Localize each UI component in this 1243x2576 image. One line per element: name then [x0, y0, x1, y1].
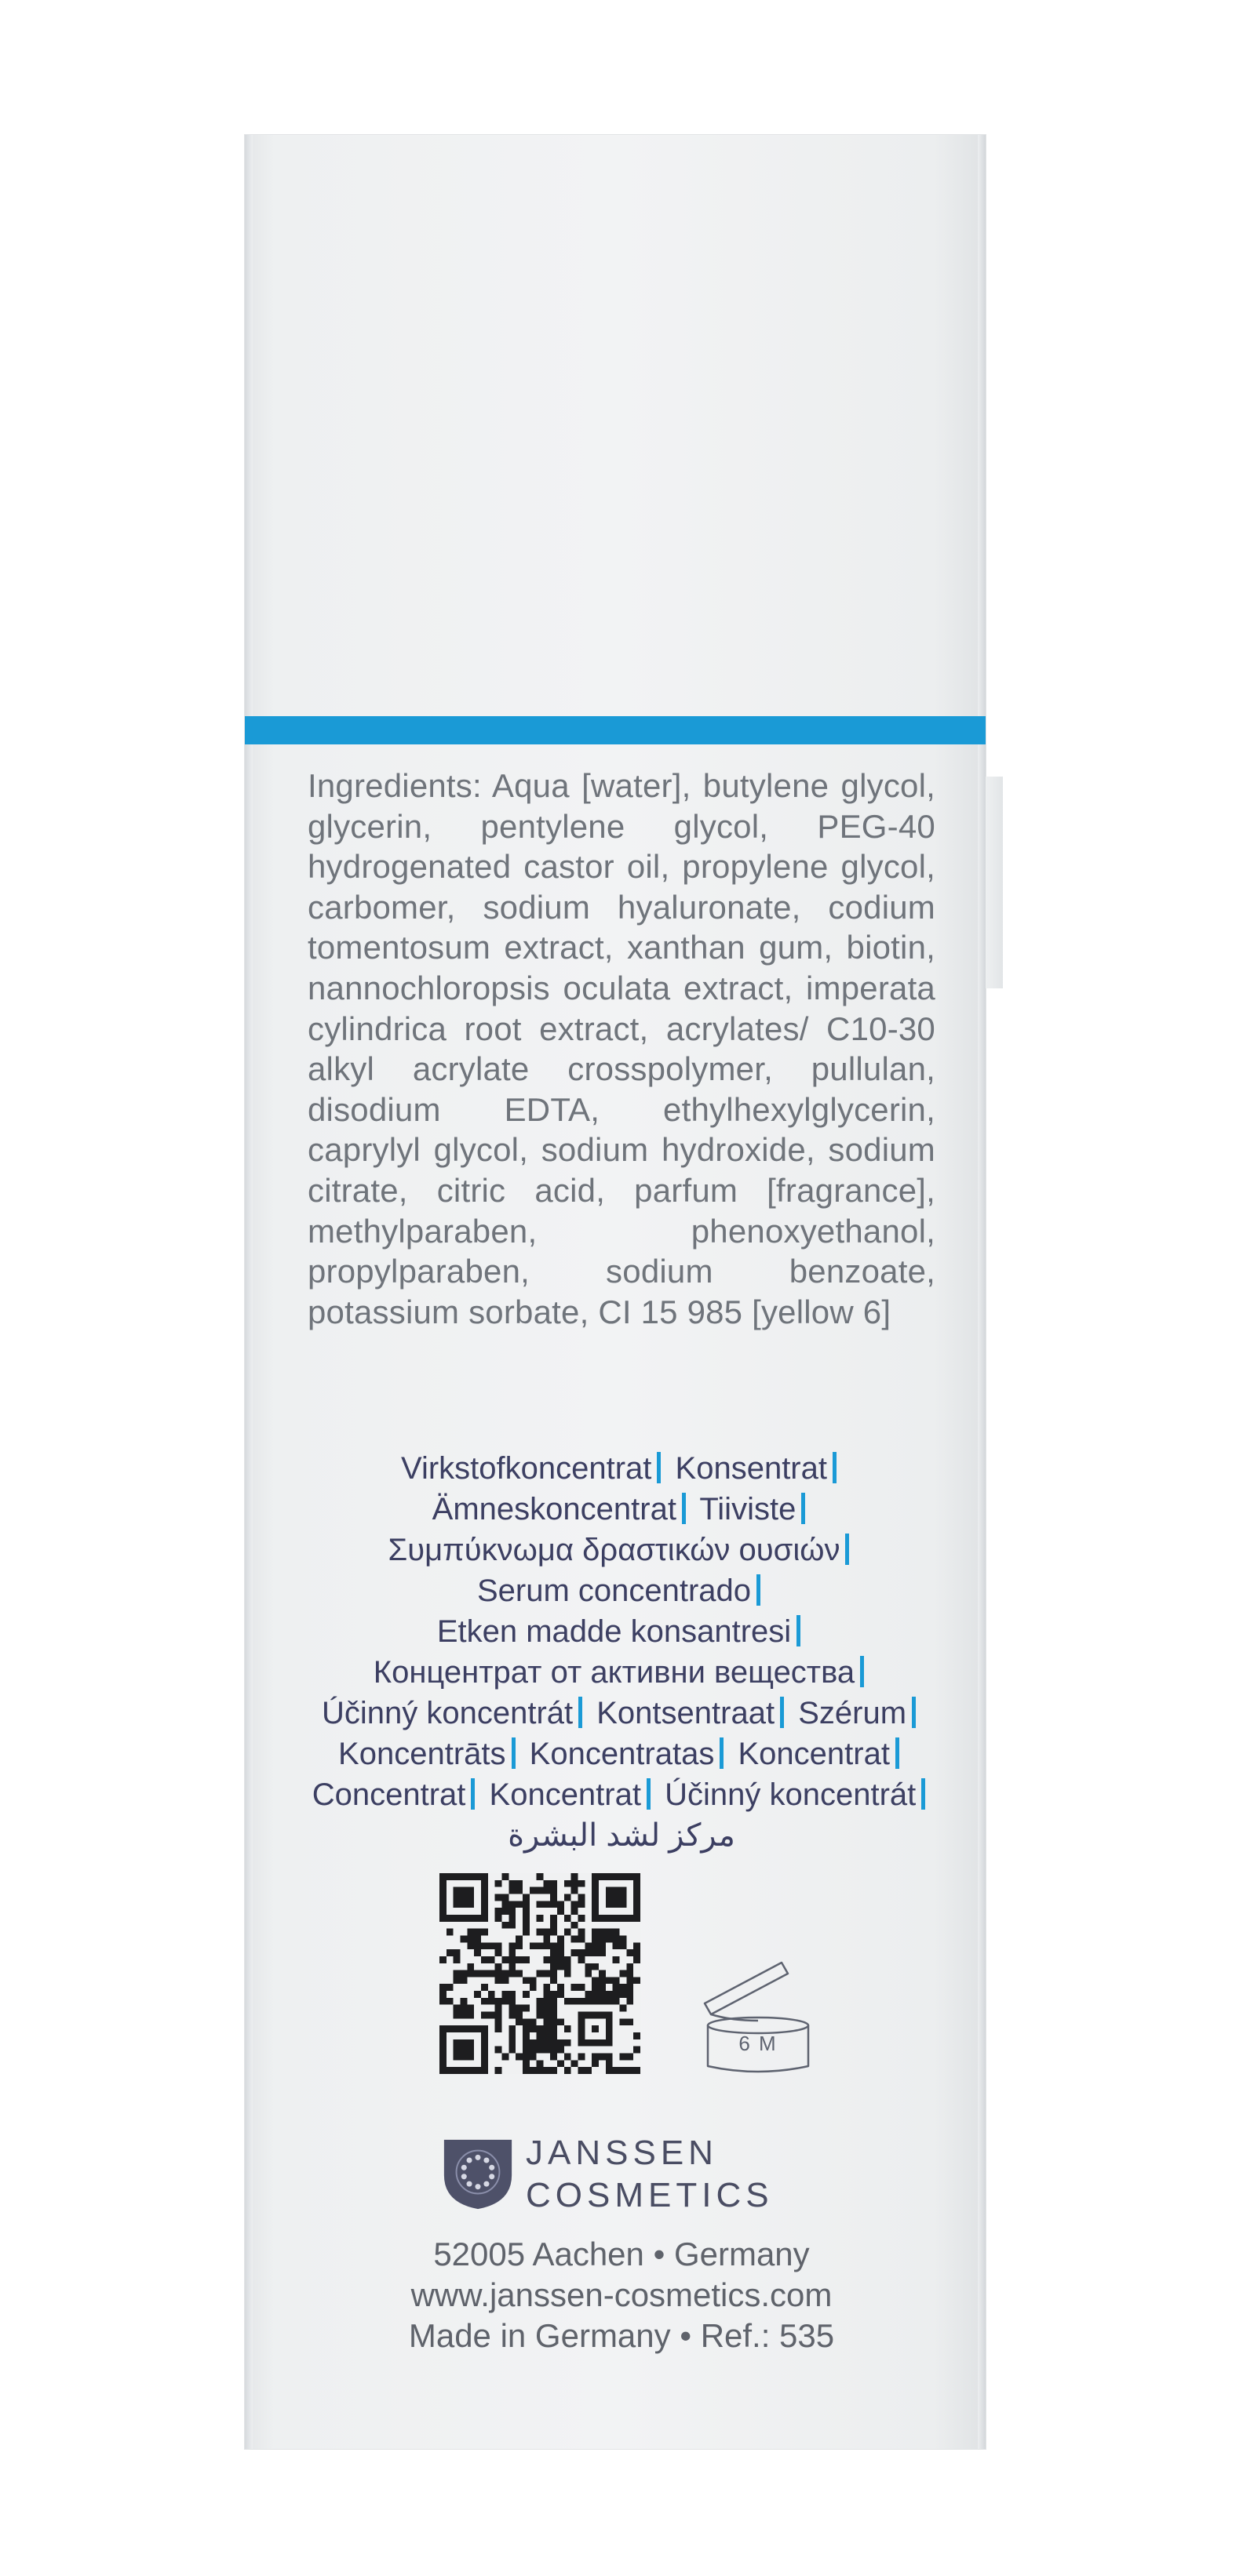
box-right-edge	[978, 135, 986, 2449]
name-separator	[720, 1737, 724, 1769]
name-separator	[833, 1452, 837, 1483]
brand-line-2: COSMETICS	[526, 2176, 774, 2214]
logo-star-icon	[461, 2165, 467, 2170]
brand-wordmark	[526, 2132, 774, 2217]
logo-star-icon	[467, 2157, 472, 2163]
product-name-item: مركز لشد البشرة	[508, 1818, 735, 1853]
name-separator	[578, 1697, 582, 1728]
product-name-item: Účinný koncentrát	[665, 1777, 917, 1812]
product-name-item: Serum concentrado	[476, 1574, 752, 1608]
name-separator	[756, 1574, 760, 1606]
logo-star-icon	[461, 2174, 467, 2179]
name-separator	[682, 1493, 686, 1524]
product-name-item: Účinný koncentrát	[321, 1696, 574, 1730]
product-name-item: Etken madde konsantresi	[436, 1614, 792, 1649]
box-side-tab	[986, 777, 1003, 988]
product-name-item: Ämneskoncentrat	[432, 1492, 676, 1526]
name-separator	[471, 1778, 475, 1810]
address-city: 52005 Aachen • Germany	[433, 2236, 810, 2272]
logo-star-icon	[489, 2165, 494, 2170]
name-separator	[801, 1493, 805, 1524]
address-origin-ref: Made in Germany • Ref.: 535	[408, 2317, 835, 2354]
logo-star-icon	[475, 2184, 480, 2189]
name-separator	[647, 1778, 651, 1810]
name-separator	[512, 1737, 516, 1769]
product-name-item: Szérum	[798, 1696, 907, 1730]
product-name-item: Tiiviste	[699, 1492, 796, 1526]
product-name-translations	[308, 1448, 935, 1856]
name-separator	[796, 1615, 800, 1646]
product-name-item: Koncentrāts	[338, 1737, 506, 1771]
name-separator	[895, 1737, 899, 1769]
qr-code	[439, 1873, 640, 2074]
product-name-item: Koncentrat	[738, 1737, 890, 1771]
box-left-edge	[245, 135, 253, 2449]
name-separator	[845, 1534, 849, 1565]
ingredients-list: Ingredients: Aqua [water], butylene glycol, glycerin, pentylene glycol, PEG-40 hydrogenated castor oil, propylene glycol, carbomer, sodium hyaluronate, codium tomentosum extract, xanthan gum, biotin, nannochloropsis oculata extract, imperata cylindrica root extract, acrylates/ C10-30 alkyl acrylate crosspolymer, pullulan, disodium EDTA, ethylhexylglycerin, caprylyl glycol, sodium hydroxide, sodium citrate, citric acid, parfum [fragrance], methylparaben, phenoxyethanol, propylparaben, sodium benzoate, potassium sorbate, CI 15 985 [yellow 6]	[308, 767, 935, 1330]
manufacturer-address	[308, 2234, 935, 2356]
logo-star-icon	[483, 2181, 489, 2187]
accent-stripe	[245, 716, 986, 744]
logo-star-icon	[467, 2181, 472, 2187]
name-separator	[780, 1697, 784, 1728]
product-name-item: Concentrat	[312, 1777, 466, 1812]
product-name-item: Концентрат от активни вещества	[373, 1655, 855, 1690]
pao-label: 6 M	[738, 2032, 778, 2055]
product-name-item: Kontsentraat	[596, 1696, 775, 1730]
name-separator	[657, 1452, 661, 1483]
product-name-item: Koncentrat	[489, 1777, 641, 1812]
janssen-logo-icon	[439, 2135, 516, 2212]
product-name-item: Virkstofkoncentrat	[400, 1451, 652, 1486]
logo-star-icon	[475, 2155, 480, 2160]
address-website: www.janssen-cosmetics.com	[410, 2276, 833, 2313]
name-separator	[860, 1656, 864, 1687]
logo-star-icon	[489, 2174, 494, 2179]
product-name-item: Συμπύκνωμα δραστικών ουσιών	[388, 1533, 840, 1567]
logo-star-icon	[483, 2157, 489, 2163]
product-name-item: Konsentrat	[675, 1451, 827, 1486]
name-separator	[921, 1778, 925, 1810]
product-name-item: Koncentratas	[529, 1737, 715, 1771]
brand-line-1: JANSSEN	[526, 2134, 718, 2172]
name-separator	[912, 1697, 916, 1728]
